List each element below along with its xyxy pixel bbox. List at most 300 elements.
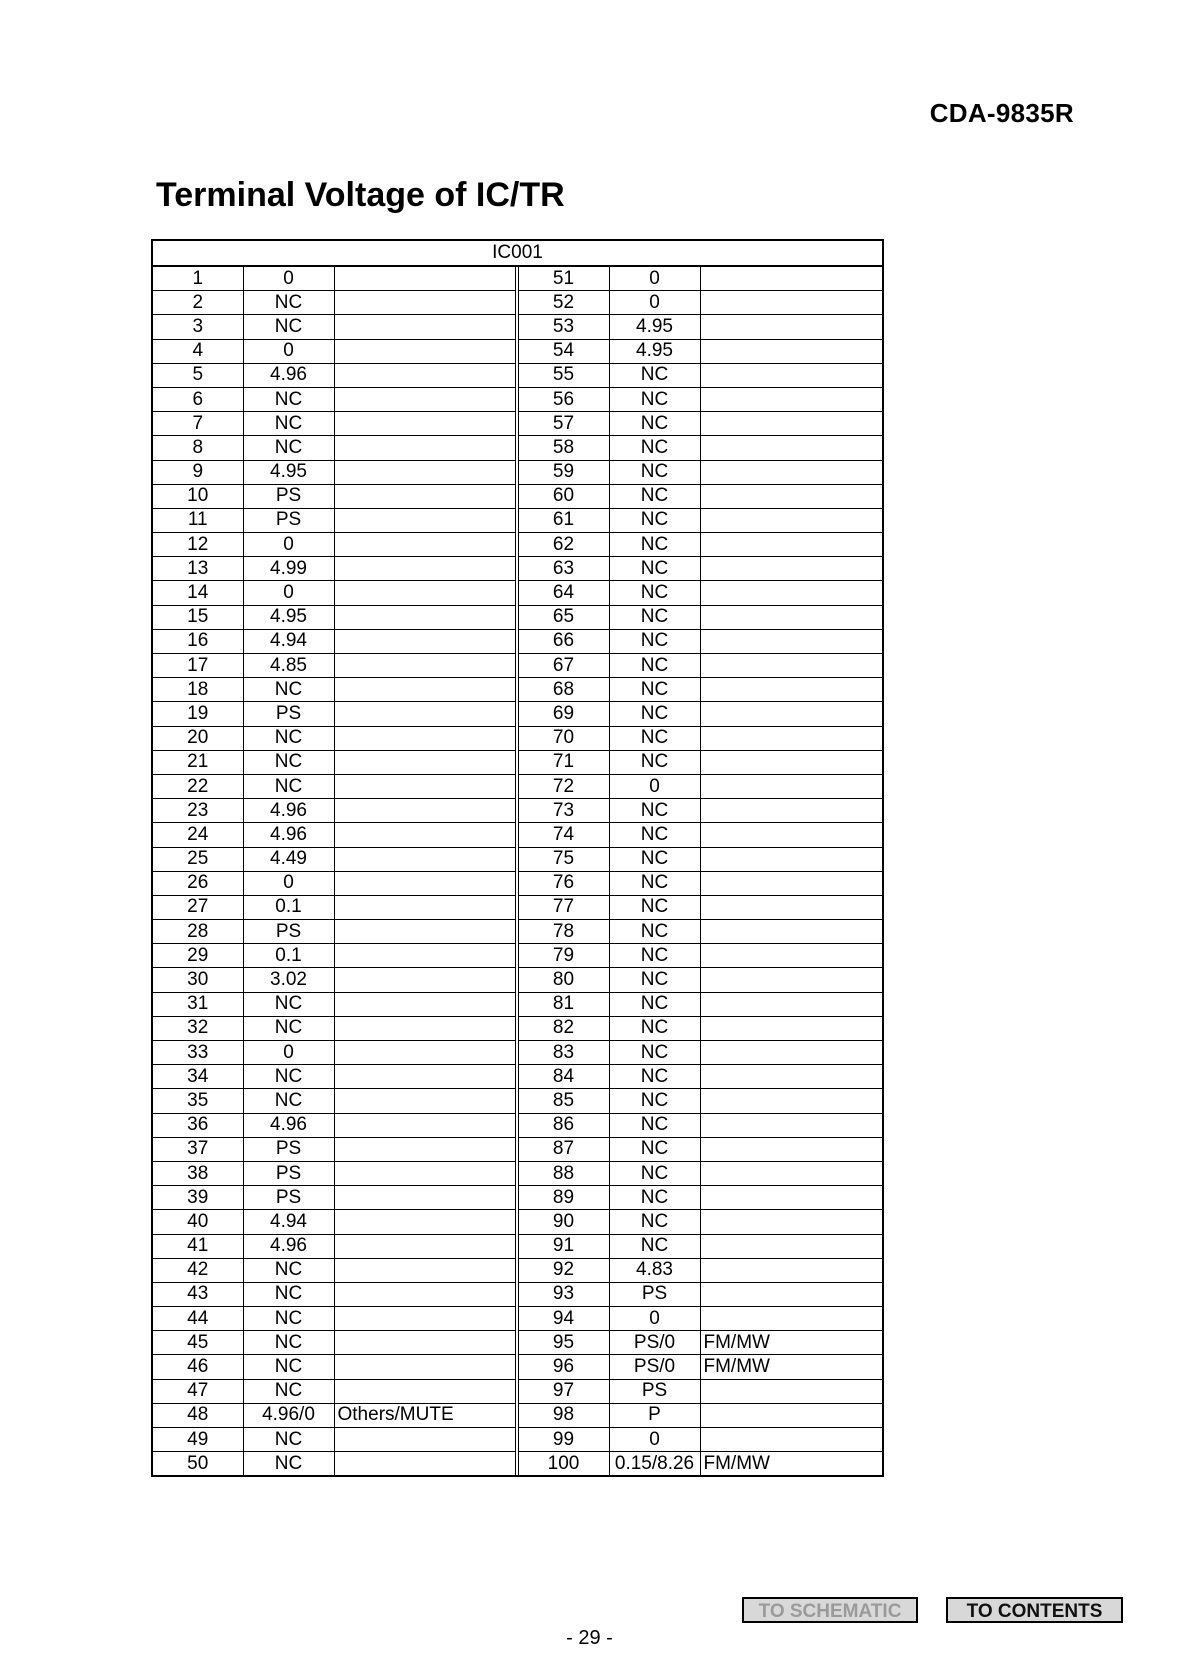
pin-note xyxy=(334,1089,515,1113)
pin-note xyxy=(700,1282,883,1306)
pin-voltage: PS xyxy=(243,508,334,532)
pin-note xyxy=(700,750,883,774)
pin-note: Others/MUTE xyxy=(334,1403,515,1427)
pin-voltage: NC xyxy=(243,436,334,460)
pin-number: 84 xyxy=(518,1065,609,1089)
pin-number: 85 xyxy=(518,1089,609,1113)
table-row xyxy=(152,823,883,847)
pin-voltage: 4.95 xyxy=(243,460,334,484)
table-row xyxy=(152,968,883,992)
pin-voltage: 0.1 xyxy=(243,895,334,919)
pin-voltage: PS xyxy=(243,484,334,508)
pin-voltage: NC xyxy=(243,1428,334,1452)
pin-number: 29 xyxy=(152,944,243,968)
pin-voltage: NC xyxy=(243,1379,334,1403)
pin-voltage: NC xyxy=(609,1016,700,1040)
pin-note xyxy=(700,968,883,992)
pin-voltage: 4.95 xyxy=(609,339,700,363)
pin-voltage: NC xyxy=(243,774,334,798)
pin-note xyxy=(700,1258,883,1282)
table-row xyxy=(152,799,883,823)
pin-voltage: NC xyxy=(609,847,700,871)
pin-voltage: NC xyxy=(243,1355,334,1379)
pin-note xyxy=(700,920,883,944)
pin-note xyxy=(334,944,515,968)
pin-note: FM/MW xyxy=(700,1331,883,1355)
pin-note xyxy=(334,726,515,750)
pin-note xyxy=(334,1355,515,1379)
pin-note xyxy=(334,581,515,605)
pin-number: 62 xyxy=(518,533,609,557)
pin-voltage: NC xyxy=(609,799,700,823)
pin-note xyxy=(700,1403,883,1427)
pin-note xyxy=(334,1137,515,1161)
table-row xyxy=(152,387,883,411)
pin-number: 59 xyxy=(518,460,609,484)
pin-note xyxy=(334,1379,515,1403)
ic-name: IC001 xyxy=(152,240,883,266)
table-row xyxy=(152,1210,883,1234)
pin-number: 20 xyxy=(152,726,243,750)
pin-voltage: 0 xyxy=(243,533,334,557)
pin-voltage: NC xyxy=(609,460,700,484)
pin-number: 28 xyxy=(152,920,243,944)
pin-note: FM/MW xyxy=(700,1355,883,1379)
pin-note xyxy=(700,508,883,532)
pin-note xyxy=(334,557,515,581)
pin-number: 89 xyxy=(518,1186,609,1210)
pin-number: 11 xyxy=(152,508,243,532)
pin-number: 69 xyxy=(518,702,609,726)
pin-note xyxy=(700,1186,883,1210)
pin-number: 12 xyxy=(152,533,243,557)
table-row xyxy=(152,895,883,919)
pin-number: 45 xyxy=(152,1331,243,1355)
page-number: - 29 - xyxy=(566,1627,613,1649)
pin-note xyxy=(334,315,515,339)
pin-number: 7 xyxy=(152,412,243,436)
pin-note xyxy=(700,363,883,387)
pin-number: 35 xyxy=(152,1089,243,1113)
pin-note xyxy=(700,1065,883,1089)
pin-number: 94 xyxy=(518,1307,609,1331)
pin-voltage: NC xyxy=(609,702,700,726)
pin-number: 27 xyxy=(152,895,243,919)
table-row xyxy=(152,315,883,339)
table-row xyxy=(152,363,883,387)
pin-number: 41 xyxy=(152,1234,243,1258)
pin-number: 88 xyxy=(518,1161,609,1185)
pin-voltage: PS/0 xyxy=(609,1355,700,1379)
pin-voltage: NC xyxy=(243,1282,334,1306)
table-row xyxy=(152,871,883,895)
pin-voltage: PS xyxy=(243,1137,334,1161)
pin-number: 95 xyxy=(518,1331,609,1355)
pin-number: 77 xyxy=(518,895,609,919)
pin-number: 34 xyxy=(152,1065,243,1089)
pin-voltage: NC xyxy=(609,363,700,387)
pin-note xyxy=(334,291,515,315)
pin-note xyxy=(334,968,515,992)
table-row xyxy=(152,581,883,605)
pin-number: 96 xyxy=(518,1355,609,1379)
pin-number: 15 xyxy=(152,605,243,629)
pin-number: 93 xyxy=(518,1282,609,1306)
pin-number: 54 xyxy=(518,339,609,363)
pin-number: 16 xyxy=(152,629,243,653)
pin-number: 79 xyxy=(518,944,609,968)
pin-note xyxy=(334,1452,515,1477)
pin-number: 19 xyxy=(152,702,243,726)
pin-number: 87 xyxy=(518,1137,609,1161)
pin-number: 92 xyxy=(518,1258,609,1282)
pin-voltage: 3.02 xyxy=(243,968,334,992)
pin-voltage: NC xyxy=(243,1258,334,1282)
pin-note xyxy=(700,581,883,605)
pin-note xyxy=(334,484,515,508)
pin-note xyxy=(700,1379,883,1403)
pin-note xyxy=(334,1331,515,1355)
pin-voltage: 0 xyxy=(609,291,700,315)
pin-number: 5 xyxy=(152,363,243,387)
pin-note xyxy=(700,387,883,411)
pin-number: 24 xyxy=(152,823,243,847)
pin-voltage: NC xyxy=(243,1016,334,1040)
pin-voltage: 4.96 xyxy=(243,363,334,387)
pin-number: 31 xyxy=(152,992,243,1016)
to-schematic-button[interactable]: TO SCHEMATIC xyxy=(742,1597,918,1623)
pin-number: 13 xyxy=(152,557,243,581)
pin-note xyxy=(334,1065,515,1089)
pin-voltage: NC xyxy=(609,508,700,532)
table-row xyxy=(152,1282,883,1306)
pin-note xyxy=(700,315,883,339)
pin-voltage: NC xyxy=(609,944,700,968)
pin-number: 30 xyxy=(152,968,243,992)
pin-number: 4 xyxy=(152,339,243,363)
pin-voltage: NC xyxy=(243,1307,334,1331)
pin-number: 76 xyxy=(518,871,609,895)
pin-number: 64 xyxy=(518,581,609,605)
pin-voltage: 4.95 xyxy=(609,315,700,339)
pin-number: 32 xyxy=(152,1016,243,1040)
table-row xyxy=(152,1403,883,1427)
table-row xyxy=(152,1186,883,1210)
table-row xyxy=(152,339,883,363)
page-title: Terminal Voltage of IC/TR xyxy=(156,176,565,214)
pin-number: 90 xyxy=(518,1210,609,1234)
pin-voltage: NC xyxy=(243,1331,334,1355)
pin-note xyxy=(334,387,515,411)
pin-voltage: NC xyxy=(609,871,700,895)
table-row xyxy=(152,1041,883,1065)
pin-note xyxy=(334,654,515,678)
pin-number: 52 xyxy=(518,291,609,315)
pin-number: 18 xyxy=(152,678,243,702)
pin-number: 97 xyxy=(518,1379,609,1403)
pin-voltage: NC xyxy=(609,1113,700,1137)
pin-number: 80 xyxy=(518,968,609,992)
pin-note xyxy=(700,847,883,871)
pin-note xyxy=(700,557,883,581)
pin-number: 98 xyxy=(518,1403,609,1427)
pin-note xyxy=(700,266,883,291)
pin-note xyxy=(334,871,515,895)
pin-number: 6 xyxy=(152,387,243,411)
pin-note xyxy=(700,1234,883,1258)
pin-voltage: 4.95 xyxy=(243,605,334,629)
table-row xyxy=(152,412,883,436)
pin-voltage: NC xyxy=(609,1041,700,1065)
pin-note xyxy=(334,799,515,823)
pin-note xyxy=(334,629,515,653)
pin-note xyxy=(700,1089,883,1113)
pin-voltage: PS xyxy=(609,1379,700,1403)
pin-voltage: 0 xyxy=(243,339,334,363)
pin-number: 60 xyxy=(518,484,609,508)
pin-number: 25 xyxy=(152,847,243,871)
table-row xyxy=(152,1331,883,1355)
pin-number: 99 xyxy=(518,1428,609,1452)
pin-note xyxy=(334,1282,515,1306)
table-row xyxy=(152,1307,883,1331)
pin-voltage: 4.85 xyxy=(243,654,334,678)
pin-voltage: NC xyxy=(609,533,700,557)
pin-note xyxy=(334,363,515,387)
pin-note xyxy=(700,533,883,557)
pin-voltage: NC xyxy=(609,1089,700,1113)
pin-note xyxy=(334,678,515,702)
pin-number: 56 xyxy=(518,387,609,411)
pin-number: 73 xyxy=(518,799,609,823)
pin-voltage: 4.96 xyxy=(243,1234,334,1258)
pin-note xyxy=(334,992,515,1016)
table-row xyxy=(152,726,883,750)
pin-note xyxy=(334,436,515,460)
pin-voltage: NC xyxy=(609,629,700,653)
pin-note xyxy=(334,1234,515,1258)
table-row xyxy=(152,750,883,774)
pin-note xyxy=(334,823,515,847)
pin-note xyxy=(334,605,515,629)
pin-number: 38 xyxy=(152,1161,243,1185)
pin-number: 72 xyxy=(518,774,609,798)
pin-note xyxy=(700,799,883,823)
table-row xyxy=(152,702,883,726)
pin-number: 74 xyxy=(518,823,609,847)
pin-voltage: PS xyxy=(243,920,334,944)
pin-voltage: NC xyxy=(609,895,700,919)
pin-note xyxy=(700,1161,883,1185)
pin-note xyxy=(700,654,883,678)
pin-number: 22 xyxy=(152,774,243,798)
pin-voltage: NC xyxy=(243,315,334,339)
table-row xyxy=(152,266,883,291)
pin-note xyxy=(334,1428,515,1452)
pin-voltage: 0 xyxy=(609,266,700,291)
pin-note xyxy=(334,750,515,774)
pin-number: 26 xyxy=(152,871,243,895)
pin-note xyxy=(334,1041,515,1065)
pin-number: 3 xyxy=(152,315,243,339)
pin-number: 8 xyxy=(152,436,243,460)
pin-note xyxy=(700,992,883,1016)
pin-voltage: NC xyxy=(609,1065,700,1089)
table-row xyxy=(152,629,883,653)
pin-voltage: 0 xyxy=(243,266,334,291)
pin-note xyxy=(700,291,883,315)
table-row xyxy=(152,1234,883,1258)
pin-note xyxy=(700,1137,883,1161)
pin-note xyxy=(700,726,883,750)
table-row xyxy=(152,847,883,871)
pin-note xyxy=(700,1210,883,1234)
pin-note xyxy=(334,339,515,363)
pin-number: 21 xyxy=(152,750,243,774)
table-row xyxy=(152,920,883,944)
pin-voltage: 4.49 xyxy=(243,847,334,871)
to-contents-button[interactable]: TO CONTENTS xyxy=(946,1597,1123,1623)
pin-voltage: P xyxy=(609,1403,700,1427)
pin-voltage: NC xyxy=(609,920,700,944)
pin-note xyxy=(334,460,515,484)
pin-voltage: NC xyxy=(609,726,700,750)
table-row xyxy=(152,944,883,968)
table-row xyxy=(152,1258,883,1282)
pin-note xyxy=(334,533,515,557)
pin-note xyxy=(334,920,515,944)
pin-voltage: 4.96 xyxy=(243,1113,334,1137)
table-row xyxy=(152,291,883,315)
pin-voltage: NC xyxy=(609,412,700,436)
pin-voltage: PS xyxy=(243,702,334,726)
pin-note xyxy=(700,895,883,919)
pin-voltage: 0.1 xyxy=(243,944,334,968)
pin-note xyxy=(700,871,883,895)
table-row xyxy=(152,1089,883,1113)
pin-number: 23 xyxy=(152,799,243,823)
pin-note xyxy=(334,1016,515,1040)
terminal-voltage-table xyxy=(151,239,884,1477)
pin-note xyxy=(334,508,515,532)
pin-voltage: NC xyxy=(609,1234,700,1258)
pin-voltage: NC xyxy=(609,750,700,774)
pin-voltage: NC xyxy=(609,968,700,992)
pin-number: 100 xyxy=(518,1452,609,1477)
pin-voltage: 4.96/0 xyxy=(243,1403,334,1427)
pin-note xyxy=(700,944,883,968)
pin-note xyxy=(700,1428,883,1452)
pin-voltage: 0 xyxy=(609,1428,700,1452)
table-row xyxy=(152,557,883,581)
table-row xyxy=(152,774,883,798)
pin-voltage: 4.83 xyxy=(609,1258,700,1282)
pin-number: 63 xyxy=(518,557,609,581)
table-row xyxy=(152,605,883,629)
pin-number: 40 xyxy=(152,1210,243,1234)
pin-note xyxy=(700,702,883,726)
pin-note xyxy=(700,484,883,508)
pin-note xyxy=(334,1307,515,1331)
pin-voltage: NC xyxy=(609,436,700,460)
table-header-row xyxy=(152,240,883,266)
pin-note xyxy=(334,1210,515,1234)
pin-voltage: PS/0 xyxy=(609,1331,700,1355)
table-row xyxy=(152,1379,883,1403)
pin-voltage: 0 xyxy=(243,581,334,605)
pin-number: 39 xyxy=(152,1186,243,1210)
pin-note xyxy=(334,702,515,726)
table-row xyxy=(152,1016,883,1040)
pin-voltage: PS xyxy=(609,1282,700,1306)
pin-voltage: NC xyxy=(609,581,700,605)
pin-number: 48 xyxy=(152,1403,243,1427)
pin-number: 78 xyxy=(518,920,609,944)
pin-note xyxy=(334,266,515,291)
table-row xyxy=(152,1065,883,1089)
table-row xyxy=(152,654,883,678)
table-row xyxy=(152,992,883,1016)
pin-voltage: NC xyxy=(609,823,700,847)
pin-note xyxy=(334,1258,515,1282)
pin-voltage: NC xyxy=(609,387,700,411)
pin-number: 82 xyxy=(518,1016,609,1040)
table-row xyxy=(152,436,883,460)
pin-note xyxy=(700,678,883,702)
pin-number: 61 xyxy=(518,508,609,532)
pin-voltage: NC xyxy=(609,484,700,508)
pin-voltage: NC xyxy=(609,992,700,1016)
pin-number: 55 xyxy=(518,363,609,387)
pin-number: 65 xyxy=(518,605,609,629)
pin-voltage: PS xyxy=(243,1186,334,1210)
pin-voltage: 0.15/8.26 xyxy=(609,1452,700,1477)
pin-number: 37 xyxy=(152,1137,243,1161)
pin-number: 83 xyxy=(518,1041,609,1065)
table-row xyxy=(152,1161,883,1185)
pin-number: 75 xyxy=(518,847,609,871)
pin-voltage: NC xyxy=(243,291,334,315)
pin-number: 14 xyxy=(152,581,243,605)
pin-note xyxy=(700,629,883,653)
table-row xyxy=(152,533,883,557)
pin-note xyxy=(334,1186,515,1210)
table-row xyxy=(152,1452,883,1477)
table-row xyxy=(152,1355,883,1379)
pin-number: 91 xyxy=(518,1234,609,1258)
pin-voltage: NC xyxy=(243,387,334,411)
pin-number: 51 xyxy=(518,266,609,291)
pin-number: 81 xyxy=(518,992,609,1016)
pin-number: 43 xyxy=(152,1282,243,1306)
pin-note xyxy=(334,1161,515,1185)
pin-number: 86 xyxy=(518,1113,609,1137)
pin-voltage: 0 xyxy=(609,774,700,798)
pin-voltage: 4.99 xyxy=(243,557,334,581)
pin-number: 44 xyxy=(152,1307,243,1331)
pin-voltage: NC xyxy=(243,726,334,750)
pin-number: 17 xyxy=(152,654,243,678)
pin-voltage: NC xyxy=(243,412,334,436)
table-row xyxy=(152,508,883,532)
pin-note xyxy=(334,847,515,871)
pin-voltage: NC xyxy=(243,992,334,1016)
pin-note xyxy=(700,460,883,484)
pin-note xyxy=(334,774,515,798)
pin-voltage: NC xyxy=(243,1452,334,1477)
pin-note xyxy=(700,1113,883,1137)
pin-voltage: NC xyxy=(243,1065,334,1089)
